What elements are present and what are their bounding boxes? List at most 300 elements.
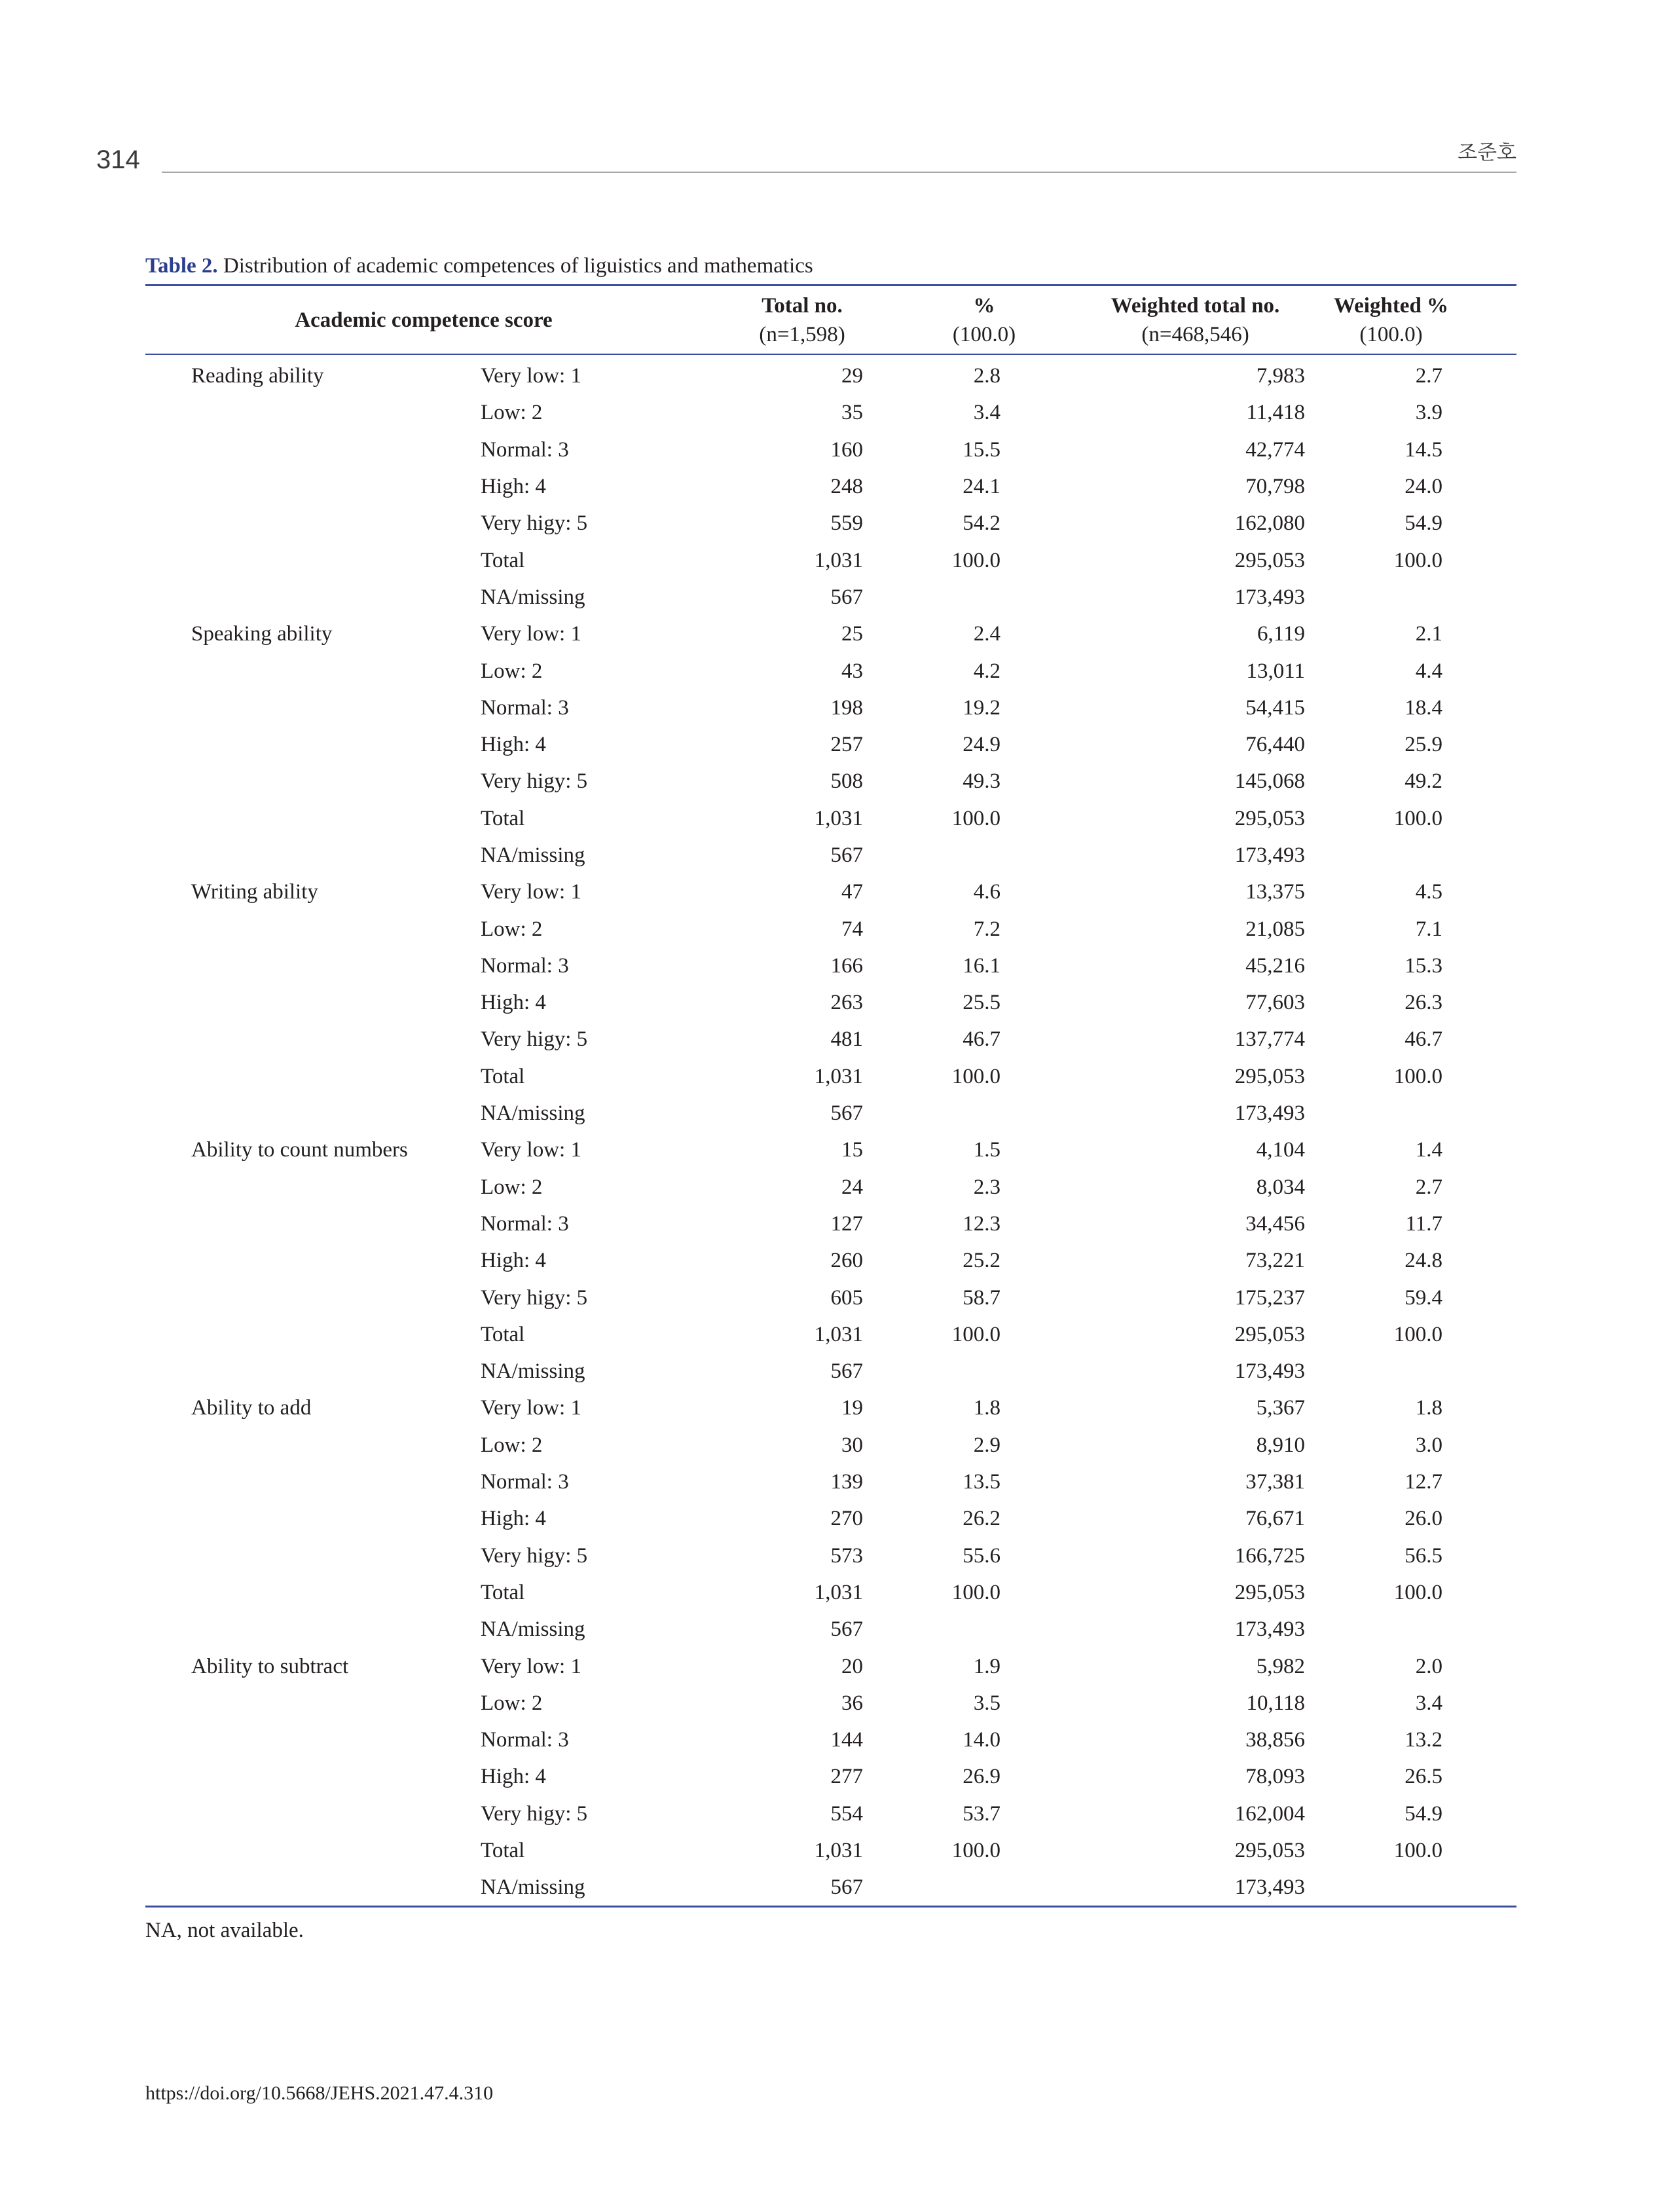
- table-header-row: [145, 286, 1516, 355]
- table-row: [145, 1390, 1516, 1426]
- table-row: [145, 1611, 1516, 1648]
- table-row: [145, 1206, 1516, 1242]
- cell-total: 19: [841, 1396, 864, 1420]
- cell-measure: [145, 1538, 481, 1574]
- cell-weighted-total: 76,440: [1245, 733, 1306, 757]
- cell-pct: [863, 1611, 1059, 1648]
- cell-level: NA/missing: [481, 585, 585, 609]
- cell-weighted-total: 76,671: [1245, 1507, 1306, 1531]
- cell-weighted-total: 8,910: [1256, 1433, 1306, 1457]
- cell-level: NA/missing: [481, 1869, 702, 1907]
- cell-total: 1,031: [814, 548, 864, 572]
- doi-link[interactable]: https://doi.org/10.5668/JEHS.2021.47.4.310: [145, 2082, 494, 2104]
- cell-pct: 12.3: [963, 1211, 1001, 1236]
- cell-total: 47: [841, 880, 864, 904]
- cell-weighted-total: 34,456: [1245, 1211, 1306, 1236]
- table-row: [145, 1500, 1516, 1537]
- cell-weighted-pct: 46.7: [1405, 1027, 1443, 1052]
- cell-weighted-pct: 100.0: [1393, 1580, 1443, 1604]
- table-row: [145, 616, 1516, 652]
- cell-pct: 100.0: [951, 1580, 1001, 1604]
- cell-level: Low: 2: [481, 659, 543, 683]
- data-table: [145, 284, 1516, 1908]
- cell-total: 567: [830, 585, 864, 609]
- cell-weighted-pct: [1305, 837, 1516, 874]
- table-label: Table 2.: [145, 254, 218, 278]
- cell-total: 166: [830, 953, 864, 978]
- header-rule: [162, 172, 1516, 173]
- cell-level: High: 4: [481, 1765, 546, 1789]
- cell-level: Very higy: 5: [481, 769, 588, 794]
- table-row: [145, 763, 1516, 800]
- cell-pct: [863, 1869, 1059, 1907]
- cell-measure: [145, 1353, 481, 1390]
- table-row: [145, 800, 1516, 837]
- cell-level: Very higy: 5: [481, 511, 588, 536]
- cell-pct: 1.8: [973, 1396, 1001, 1420]
- cell-total: 605: [830, 1285, 864, 1310]
- cell-level: High: 4: [481, 991, 546, 1015]
- cell-pct: 2.9: [973, 1433, 1001, 1457]
- cell-weighted-total: 70,798: [1245, 475, 1306, 499]
- cell-total: 567: [830, 843, 864, 867]
- cell-pct: [863, 1353, 1059, 1390]
- cell-weighted-pct: 11.7: [1405, 1211, 1443, 1236]
- cell-weighted-total: 5,367: [1256, 1396, 1306, 1420]
- cell-level: NA/missing: [481, 1101, 585, 1126]
- table-row: [145, 542, 1516, 578]
- cell-weighted-pct: 18.4: [1405, 695, 1443, 720]
- cell-level: Total: [481, 806, 525, 830]
- cell-measure: [145, 1242, 481, 1279]
- cell-total: 1,031: [814, 1322, 864, 1346]
- cell-measure: [145, 726, 481, 763]
- cell-total: 74: [841, 917, 864, 941]
- cell-measure: [145, 1058, 481, 1095]
- cell-weighted-pct: 14.5: [1405, 437, 1443, 462]
- cell-weighted-pct: 4.4: [1415, 659, 1443, 683]
- table-block: [145, 251, 1516, 1908]
- cell-level: Very low: 1: [481, 1396, 581, 1420]
- cell-total: 559: [830, 511, 864, 536]
- cell-total: 15: [841, 1138, 864, 1162]
- cell-measure: Reading ability: [191, 364, 324, 388]
- cell-total: 573: [830, 1543, 864, 1568]
- cell-measure: [145, 1796, 481, 1832]
- cell-level: Total: [481, 1064, 525, 1088]
- cell-level: Low: 2: [481, 917, 543, 941]
- running-header-author: 조준호: [1458, 141, 1516, 164]
- cell-level: Very low: 1: [481, 622, 581, 646]
- cell-level: Normal: 3: [481, 1470, 569, 1494]
- table-row: [145, 1758, 1516, 1795]
- cell-pct: 54.2: [963, 511, 1001, 536]
- cell-weighted-total: 6,119: [1257, 622, 1306, 646]
- cell-measure: [145, 1500, 481, 1537]
- cell-weighted-pct: 3.4: [1415, 1691, 1443, 1715]
- table-row: [145, 948, 1516, 984]
- table-row: [145, 1021, 1516, 1058]
- cell-pct: 24.9: [963, 733, 1001, 757]
- cell-level: Very higy: 5: [481, 1801, 588, 1826]
- cell-weighted-pct: 24.0: [1405, 475, 1443, 499]
- cell-level: NA/missing: [481, 843, 585, 867]
- cell-measure: Ability to subtract: [191, 1654, 349, 1678]
- cell-pct: 25.5: [963, 991, 1001, 1015]
- cell-measure: [145, 1832, 481, 1869]
- cell-total: 1,031: [814, 1064, 864, 1088]
- cell-pct: 49.3: [963, 769, 1001, 794]
- cell-pct: 16.1: [963, 953, 1001, 978]
- cell-weighted-pct: [1305, 579, 1516, 616]
- cell-weighted-total: 173,493: [1234, 1617, 1306, 1642]
- cell-weighted-total: 145,068: [1234, 769, 1306, 794]
- cell-pct: 26.9: [963, 1765, 1001, 1789]
- cell-pct: 53.7: [963, 1801, 1001, 1826]
- cell-pct: 58.7: [963, 1285, 1001, 1310]
- table-row: [145, 1722, 1516, 1758]
- cell-weighted-total: 13,011: [1246, 659, 1306, 683]
- cell-level: Low: 2: [481, 1175, 543, 1199]
- cell-weighted-total: 77,603: [1245, 991, 1306, 1015]
- cell-total: 1,031: [814, 1580, 864, 1604]
- cell-measure: [145, 1722, 481, 1758]
- table-body: [145, 354, 1516, 1907]
- cell-weighted-pct: 100.0: [1393, 1064, 1443, 1088]
- cell-measure: [145, 763, 481, 800]
- table-row: [145, 1832, 1516, 1869]
- cell-total: 24: [841, 1175, 864, 1199]
- cell-weighted-total: 162,080: [1234, 511, 1306, 536]
- cell-weighted-pct: [1305, 1869, 1516, 1907]
- cell-total: 567: [830, 1359, 864, 1384]
- cell-weighted-pct: 25.9: [1405, 733, 1443, 757]
- cell-measure: [145, 1611, 481, 1648]
- cell-total: 139: [830, 1470, 864, 1494]
- cell-pct: 55.6: [963, 1543, 1001, 1568]
- cell-level: Low: 2: [481, 401, 543, 425]
- cell-weighted-pct: 100.0: [1393, 548, 1443, 572]
- cell-weighted-total: 37,381: [1245, 1470, 1306, 1494]
- cell-weighted-pct: [1305, 1353, 1516, 1390]
- table-row: [145, 1353, 1516, 1390]
- cell-measure: [145, 394, 481, 431]
- cell-weighted-total: 295,053: [1234, 1839, 1306, 1863]
- cell-total: 1,031: [814, 1839, 864, 1863]
- cell-total: 567: [830, 1101, 864, 1126]
- cell-level: Very low: 1: [481, 364, 581, 388]
- cell-total: 260: [830, 1249, 864, 1273]
- cell-level: Normal: 3: [481, 1211, 569, 1236]
- table-row: [145, 1279, 1516, 1316]
- cell-level: Very higy: 5: [481, 1027, 588, 1052]
- cell-total: 277: [830, 1765, 864, 1789]
- cell-weighted-total: 78,093: [1245, 1765, 1306, 1789]
- cell-weighted-total: 175,237: [1234, 1285, 1306, 1310]
- cell-measure: [145, 1021, 481, 1058]
- cell-pct: 13.5: [963, 1470, 1001, 1494]
- cell-weighted-pct: 15.3: [1405, 953, 1443, 978]
- header-total-sub: (n=1,598): [759, 323, 845, 346]
- cell-weighted-total: 5,982: [1256, 1654, 1306, 1678]
- cell-measure: [145, 910, 481, 947]
- cell-weighted-pct: 24.8: [1405, 1249, 1443, 1273]
- header-measure-label: Academic competence score: [295, 308, 553, 332]
- table-row: [145, 1132, 1516, 1168]
- cell-level: Very low: 1: [481, 1138, 581, 1162]
- cell-weighted-pct: 49.2: [1405, 769, 1443, 794]
- cell-weighted-total: 13,375: [1245, 880, 1306, 904]
- cell-weighted-total: 173,493: [1234, 1359, 1306, 1384]
- cell-weighted-pct: 26.0: [1405, 1507, 1443, 1531]
- table-row: [145, 910, 1516, 947]
- header-pct-sub: (100.0): [952, 323, 1016, 346]
- cell-pct: 14.0: [963, 1728, 1001, 1752]
- cell-level: Very low: 1: [481, 880, 581, 904]
- cell-weighted-pct: 3.0: [1415, 1433, 1443, 1457]
- table-row: [145, 1464, 1516, 1500]
- cell-weighted-pct: 56.5: [1405, 1543, 1443, 1568]
- cell-weighted-pct: 100.0: [1393, 1322, 1443, 1346]
- cell-pct: 2.8: [973, 364, 1001, 388]
- cell-measure: [145, 1095, 481, 1132]
- cell-measure: [145, 505, 481, 542]
- cell-weighted-total: 7,983: [1256, 364, 1306, 388]
- header-weighted-pct: [1305, 286, 1516, 355]
- header-pct-label: %: [973, 294, 995, 318]
- cell-level: Normal: 3: [481, 695, 569, 720]
- cell-measure: [145, 542, 481, 578]
- cell-total: 481: [830, 1027, 864, 1052]
- cell-weighted-total: 10,118: [1246, 1691, 1306, 1715]
- cell-pct: 1.5: [973, 1138, 1001, 1162]
- cell-weighted-pct: 54.9: [1405, 511, 1443, 536]
- cell-pct: 1.9: [973, 1654, 1001, 1678]
- cell-total: 1,031: [814, 806, 864, 830]
- cell-level: Total: [481, 1839, 525, 1863]
- table-row: [145, 652, 1516, 689]
- cell-measure: Ability to add: [191, 1396, 312, 1420]
- cell-measure: [145, 1427, 481, 1464]
- table-row: [145, 726, 1516, 763]
- cell-weighted-total: 295,053: [1234, 806, 1306, 830]
- cell-pct: [863, 579, 1059, 616]
- cell-total: 198: [830, 695, 864, 720]
- table-row: [145, 874, 1516, 910]
- cell-weighted-pct: 59.4: [1405, 1285, 1443, 1310]
- cell-pct: 26.2: [963, 1507, 1001, 1531]
- header-weighted-total-sub: (n=468,546): [1141, 323, 1249, 346]
- cell-measure: [145, 1758, 481, 1795]
- cell-pct: 24.1: [963, 475, 1001, 499]
- cell-pct: 3.4: [973, 401, 1001, 425]
- cell-total: 43: [841, 659, 864, 683]
- cell-level: Normal: 3: [481, 437, 569, 462]
- cell-weighted-pct: 1.8: [1415, 1396, 1443, 1420]
- cell-total: 263: [830, 991, 864, 1015]
- cell-total: 144: [830, 1728, 864, 1752]
- cell-pct: 2.3: [973, 1175, 1001, 1199]
- cell-weighted-total: 162,004: [1234, 1801, 1306, 1826]
- cell-pct: 100.0: [951, 1064, 1001, 1088]
- cell-weighted-total: 73,221: [1245, 1249, 1306, 1273]
- cell-level: NA/missing: [481, 1617, 585, 1642]
- cell-weighted-total: 173,493: [1059, 1869, 1305, 1907]
- cell-measure: [145, 690, 481, 726]
- table-row: [145, 1648, 1516, 1684]
- cell-pct: [863, 1095, 1059, 1132]
- table-row: [145, 579, 1516, 616]
- cell-level: Very higy: 5: [481, 1543, 588, 1568]
- cell-measure: [145, 652, 481, 689]
- cell-weighted-total: 173,493: [1234, 585, 1306, 609]
- cell-weighted-pct: 2.7: [1415, 364, 1443, 388]
- cell-total: 29: [841, 364, 864, 388]
- cell-total: 35: [841, 401, 864, 425]
- cell-measure: [145, 579, 481, 616]
- cell-pct: 100.0: [951, 806, 1001, 830]
- header-weighted-total: [1059, 286, 1305, 355]
- cell-measure: [145, 1279, 481, 1316]
- header-total-label: Total no.: [762, 294, 843, 318]
- table-row: [145, 432, 1516, 468]
- cell-pct: 15.5: [963, 437, 1001, 462]
- header-weighted-total-label: Weighted total no.: [1111, 294, 1280, 318]
- table-caption: [145, 251, 1516, 281]
- cell-total: 160: [830, 437, 864, 462]
- cell-weighted-total: 295,053: [1234, 548, 1306, 572]
- cell-level: High: 4: [481, 733, 546, 757]
- cell-weighted-total: 137,774: [1234, 1027, 1306, 1052]
- cell-pct: 100.0: [951, 1322, 1001, 1346]
- cell-weighted-total: 295,053: [1234, 1064, 1306, 1088]
- cell-total: 20: [841, 1654, 864, 1678]
- cell-weighted-pct: 2.1: [1415, 622, 1443, 646]
- cell-level: Very low: 1: [481, 1654, 581, 1678]
- cell-weighted-total: 173,493: [1234, 843, 1306, 867]
- cell-measure: [145, 800, 481, 837]
- cell-pct: 7.2: [973, 917, 1001, 941]
- cell-weighted-pct: 3.9: [1415, 401, 1443, 425]
- cell-pct: 2.4: [973, 622, 1001, 646]
- cell-pct: 19.2: [963, 695, 1001, 720]
- cell-level: Normal: 3: [481, 1728, 569, 1752]
- cell-level: Low: 2: [481, 1691, 543, 1715]
- cell-level: Total: [481, 548, 525, 572]
- cell-level: Normal: 3: [481, 953, 569, 978]
- header-weighted-pct-sub: (100.0): [1359, 323, 1423, 346]
- table-row: [145, 394, 1516, 431]
- cell-weighted-pct: 100.0: [1393, 1839, 1443, 1863]
- cell-measure: [145, 984, 481, 1021]
- table-row: [145, 1169, 1516, 1206]
- cell-measure: Writing ability: [191, 880, 318, 904]
- cell-weighted-pct: 2.7: [1415, 1175, 1443, 1199]
- cell-measure: [145, 1574, 481, 1611]
- cell-pct: 4.6: [973, 880, 1001, 904]
- cell-weighted-total: 38,856: [1245, 1728, 1306, 1752]
- cell-pct: 4.2: [973, 659, 1001, 683]
- page-number: 314: [96, 145, 140, 174]
- cell-weighted-pct: 7.1: [1415, 917, 1443, 941]
- cell-level: High: 4: [481, 1507, 546, 1531]
- cell-measure: Speaking ability: [191, 622, 333, 646]
- cell-pct: 25.2: [963, 1249, 1001, 1273]
- cell-weighted-pct: 13.2: [1405, 1728, 1443, 1752]
- cell-level: Total: [481, 1580, 525, 1604]
- table-row: [145, 1316, 1516, 1353]
- table-row: [145, 505, 1516, 542]
- cell-weighted-pct: 4.5: [1415, 880, 1443, 904]
- cell-total: 36: [841, 1691, 864, 1715]
- cell-total: 30: [841, 1433, 864, 1457]
- cell-weighted-pct: 1.4: [1415, 1138, 1443, 1162]
- cell-weighted-pct: 12.7: [1405, 1470, 1443, 1494]
- header-total: [702, 286, 863, 355]
- cell-measure: [145, 1685, 481, 1722]
- cell-level: High: 4: [481, 475, 546, 499]
- table-row: [145, 1685, 1516, 1722]
- table-caption-text: Distribution of academic competences of liguistics and mathematics: [217, 254, 813, 278]
- cell-level: NA/missing: [481, 1359, 585, 1384]
- cell-total: 127: [830, 1211, 864, 1236]
- cell-weighted-pct: 26.3: [1405, 991, 1443, 1015]
- cell-measure: [145, 1169, 481, 1206]
- table-row: [145, 354, 1516, 394]
- cell-weighted-total: 11,418: [1246, 401, 1306, 425]
- header-weighted-pct-label: Weighted %: [1333, 294, 1449, 318]
- table-row: [145, 690, 1516, 726]
- cell-total: 248: [830, 475, 864, 499]
- cell-level: Low: 2: [481, 1433, 543, 1457]
- table-row: [145, 1427, 1516, 1464]
- table-row: [145, 837, 1516, 874]
- table-row: [145, 1869, 1516, 1907]
- cell-total: 567: [830, 1617, 864, 1642]
- table-row: [145, 1095, 1516, 1132]
- cell-pct: 3.5: [973, 1691, 1001, 1715]
- table-row: [145, 1538, 1516, 1574]
- cell-total: 554: [830, 1801, 864, 1826]
- table-footnote: NA, not available.: [145, 1919, 304, 1942]
- table-row: [145, 468, 1516, 505]
- cell-measure: [145, 1869, 481, 1907]
- cell-weighted-total: 173,493: [1234, 1101, 1306, 1126]
- cell-weighted-total: 4,104: [1256, 1138, 1306, 1162]
- cell-measure: [145, 1316, 481, 1353]
- cell-weighted-total: 54,415: [1245, 695, 1306, 720]
- cell-measure: [145, 837, 481, 874]
- cell-pct: 100.0: [951, 548, 1001, 572]
- cell-weighted-total: 166,725: [1234, 1543, 1306, 1568]
- cell-measure: Ability to count numbers: [191, 1138, 408, 1162]
- cell-measure: [145, 1206, 481, 1242]
- table-row: [145, 1242, 1516, 1279]
- cell-weighted-pct: 26.5: [1405, 1765, 1443, 1789]
- cell-weighted-pct: [1305, 1611, 1516, 1648]
- cell-measure: [145, 948, 481, 984]
- cell-measure: [145, 468, 481, 505]
- cell-total: 257: [830, 733, 864, 757]
- table-row: [145, 1796, 1516, 1832]
- cell-weighted-total: 45,216: [1245, 953, 1306, 978]
- cell-level: Total: [481, 1322, 525, 1346]
- cell-weighted-total: 295,053: [1234, 1322, 1306, 1346]
- cell-total: 508: [830, 769, 864, 794]
- cell-measure: [145, 432, 481, 468]
- cell-level: High: 4: [481, 1249, 546, 1273]
- cell-total: 25: [841, 622, 864, 646]
